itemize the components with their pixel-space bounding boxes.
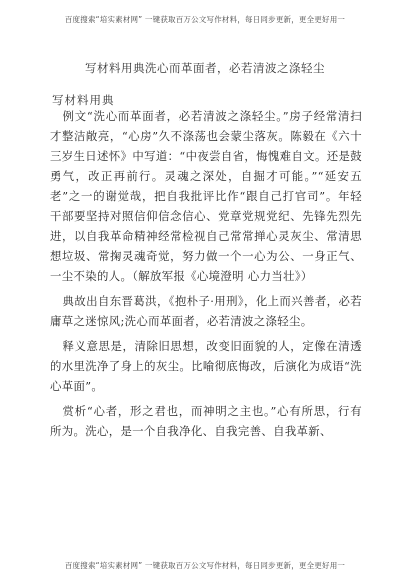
page-footer: 百度搜索“培实素材网” 一键获取百万公文写作材料，每日同步更新，更全更好用一 (64, 561, 346, 570)
paragraph-appreciation: 赏析“心者，形之君也，而神明之主也。”心有所思，行有所为。洗心，是一个自我净化、自我完善、自我革新、 (50, 404, 362, 438)
page-header: 百度搜索“培实素材网” 一键获取百万公文写作材料，每日同步更新，更全更好用一 (64, 15, 346, 24)
section-heading: 写材料用典 (52, 93, 115, 107)
document-body (50, 106, 362, 446)
document-title: 写材料用典洗心而革面者，必若清波之涤轻尘 (85, 61, 325, 75)
paragraph-meaning: 释义意思是，清除旧思想，改变旧面貌的人，定像在清透的水里洗净了身上的灰尘。比喻彻底悔改，后演化为成语“洗心革面”。 (50, 339, 362, 393)
paragraph-source: 典故出自东晋葛洪，《抱朴子·用刑》，化上而兴善者，必若庸草之迷惊风;洗心而革面者，必若清波之涤轻尘。 (50, 294, 362, 328)
paragraph-example: 例文“洗心而革面者，必若清波之涤轻尘。”房子经常清扫才整洁敞亮，“心房”久不涤荡也会蒙尘落灰。陈毅在《六十三岁生日述怀》中写道：“中夜尝自省，悔愧难自文。还是鼓勇气，改正再前行。灵魂之深处，自掘才可能。”“延安五老”之一的谢觉哉，把自我批评比作“跟自己打官司”。年轻干部要坚持对照信仰信念信心、党章党规党纪、先锋先烈先进，以自我革命精神经常检视自己常常掸心灵灰尘、常清思想垃圾、常掬灵魂奇觉，努力做一个一心为公、一身正气、一尘不染的人。（解放军报《心境澄明 心力当壮》） (50, 109, 362, 283)
